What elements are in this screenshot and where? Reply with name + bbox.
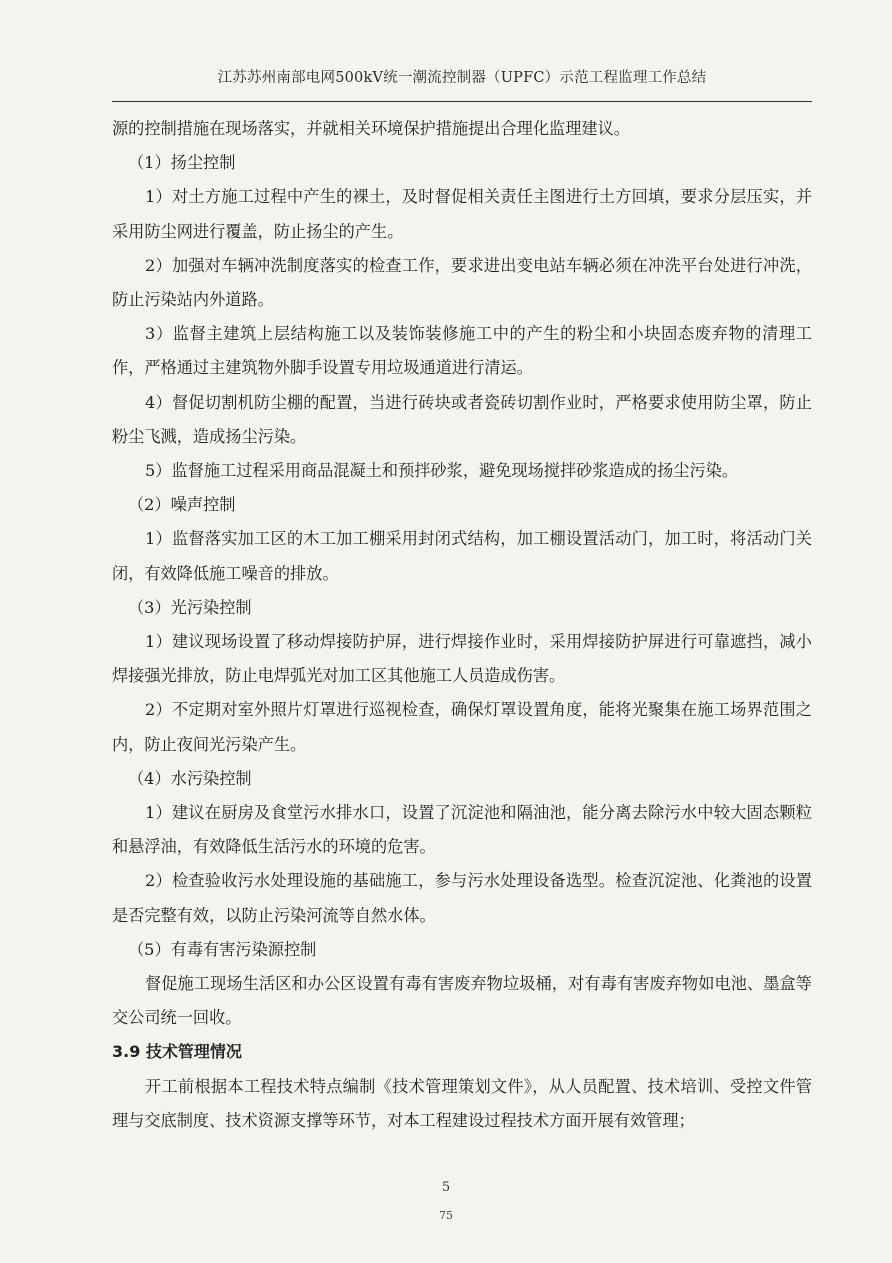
paragraph: 督促施工现场生活区和办公区设置有毒有害废弃物垃圾桶，对有毒有害废弃物如电池、墨盒等交公司统一回收。 (112, 974, 812, 1028)
sheet-number: 75 (439, 1209, 453, 1222)
paragraph: 2）加强对车辆冲洗制度落实的检查工作，要求进出变电站车辆必须在冲洗平台处进行冲洗，防止污染站内外道路。 (112, 255, 812, 310)
paragraph: 源的控制措施在现场落实，并就相关环境保护措施提出合理化监理建议。 (112, 119, 630, 138)
section-heading: 3.9 技术管理情况 (112, 1042, 242, 1062)
running-header: 江苏苏州南部电网500kV统一潮流控制器（UPFC）示范工程监理工作总结 (217, 70, 707, 86)
paragraph: 2）检查验收污水处理设施的基础施工，参与污水处理设备选型。检查沉淀池、化粪池的设置是否完整有效，以防止污染河流等自然水体。 (112, 871, 812, 925)
subheading-dust-control: （1）扬尘控制 (128, 153, 236, 173)
paragraph: 4）督促切割机防尘棚的配置，当进行砖块或者瓷砖切割作业时，严格要求使用防尘罩，防止粉尘飞溅，造成扬尘污染。 (112, 392, 812, 446)
header-rule (112, 101, 812, 102)
subheading-hazardous-pollution-control: （5）有毒有害污染源控制 (128, 939, 317, 959)
paragraph: 1）对土方施工过程中产生的裸土，及时督促相关责任主图进行土方回填，要求分层压实，并采用防尘网进行覆盖，防止扬尘的产生。 (112, 187, 812, 241)
paragraph: 开工前根据本工程技术特点编制《技术管理策划文件》，从人员配置、技术培训、受控文件管理与交底制度、技术资源支撑等环节，对本工程建设过程技术方面开展有效管理； (112, 1076, 812, 1130)
subheading-water-pollution-control: （4）水污染控制 (128, 768, 252, 788)
paragraph: 3）监督主建筑上层结构施工以及装饰装修施工中的产生的粉尘和小块固态废弃物的清理工作，严格通过主建筑物外脚手设置专用垃圾通道进行清运。 (112, 324, 812, 378)
subheading-noise-control: （2）噪声控制 (128, 495, 236, 515)
body-text (112, 112, 812, 1138)
page-number: 5 (441, 1180, 451, 1195)
paragraph: 2）不定期对室外照片灯罩进行巡视检查，确保灯罩设置角度，能将光聚集在施工场界范围之内，防止夜间光污染产生。 (112, 700, 812, 754)
paragraph: 5）监督施工过程采用商品混凝土和预拌砂浆，避免现场搅拌砂浆造成的扬尘污染。 (145, 461, 739, 481)
paragraph: 1）建议在厨房及食堂污水排水口，设置了沉淀池和隔油池，能分离去除污水中较大固态颗粒和悬浮油，有效降低生活污水的环境的危害。 (112, 803, 812, 857)
paragraph: 1）建议现场设置了移动焊接防护屏，进行焊接作业时，采用焊接防护屏进行可靠遮挡，减小焊接强光排放，防止电焊弧光对加工区其他施工人员造成伤害。 (112, 632, 812, 686)
paragraph: 1）监督落实加工区的木工加工棚采用封闭式结构，加工棚设置活动门，加工时，将活动门关闭，有效降低施工噪音的排放。 (112, 529, 812, 583)
subheading-light-pollution-control: （3）光污染控制 (128, 597, 252, 617)
